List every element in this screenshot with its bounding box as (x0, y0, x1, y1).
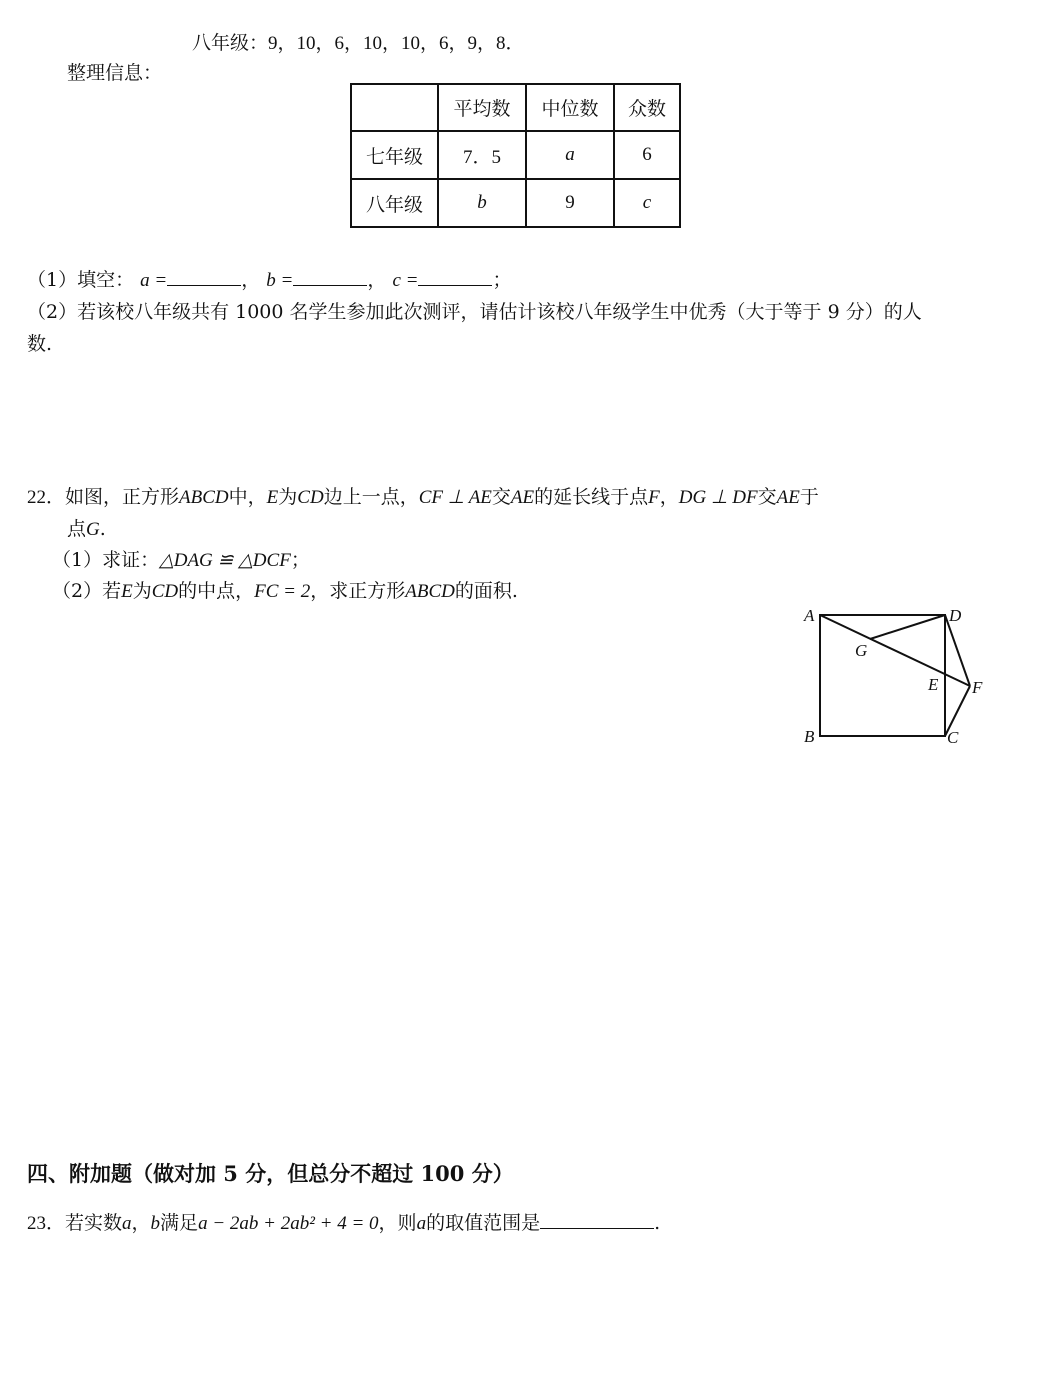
text: 中， (228, 486, 267, 508)
grade8-label: 八年级： (192, 32, 269, 54)
table-row (351, 131, 680, 179)
text: 若 (102, 580, 122, 602)
math: AE (510, 487, 535, 508)
text: ， (659, 486, 679, 508)
a-blank[interactable] (167, 267, 241, 286)
q21-part2-line2: 数. (27, 333, 53, 355)
line-af (820, 615, 970, 686)
table-row (351, 179, 680, 227)
separator: ， (367, 269, 387, 291)
text: 的取值范围是 (426, 1212, 541, 1234)
label-b: B (804, 727, 815, 746)
text: 的延长线于点 (534, 486, 649, 508)
part-number: （1） (52, 549, 103, 571)
math: E (121, 581, 133, 602)
text: 交 (757, 486, 777, 508)
text: . (99, 518, 106, 540)
math: a (122, 1213, 132, 1234)
q22-part1 (52, 545, 310, 572)
median-cell: 9 (526, 179, 614, 227)
stats-table (350, 83, 681, 228)
c-label: c = (392, 270, 419, 291)
organize-label: 整理信息： (67, 62, 163, 84)
text: ，求正方形 (310, 580, 406, 602)
end-mark: . (654, 1212, 661, 1234)
text: 边上一点， (323, 486, 419, 508)
mode-cell: 6 (614, 131, 680, 179)
text: 的面积. (454, 580, 518, 602)
a-label: a = (140, 270, 168, 291)
text: 为 (132, 580, 152, 602)
table-header-cell: 中位数 (526, 84, 614, 131)
end-mark: ； (492, 269, 512, 291)
part1-text: 填空： (77, 269, 135, 291)
math: FC = 2 (254, 581, 311, 602)
mean-cell: 7．5 (438, 131, 526, 179)
row-label: 七年级 (351, 131, 438, 179)
line-dg (870, 615, 945, 639)
table-header-cell (351, 84, 438, 131)
grade8-values: 9，10，6，10，10，6，9，8． (268, 33, 525, 54)
text: 交 (491, 486, 511, 508)
text: 点 (67, 518, 87, 540)
part-number: （2） (52, 580, 103, 602)
q21-part2-line1 (27, 297, 922, 324)
text: ，则 (378, 1212, 417, 1234)
text: 为 (278, 486, 298, 508)
c-blank[interactable] (418, 267, 492, 286)
part2-text: 若该校八年级共有 1000 名学生参加此次测评，请估计该校八年级学生中优秀（大于等于 9 分）的人 (77, 301, 922, 323)
table-header-cell: 众数 (614, 84, 680, 131)
label-d: D (949, 606, 962, 625)
math: b (150, 1213, 161, 1234)
label-a: A (804, 606, 815, 625)
text: 若实数 (65, 1212, 123, 1234)
q22-line2 (67, 514, 106, 541)
median-cell: a (526, 131, 614, 179)
text: 求证： (102, 549, 160, 571)
label-f: F (972, 678, 983, 697)
b-label: b = (266, 270, 294, 291)
text: 于 (799, 486, 819, 508)
label-g: G (855, 641, 868, 660)
mean-cell: b (438, 179, 526, 227)
square-abcd (820, 615, 945, 736)
text: 的中点， (178, 580, 255, 602)
table-header-cell: 平均数 (438, 84, 526, 131)
part-number: （2） (27, 301, 78, 323)
math: CD (297, 487, 324, 508)
question-number: 22． (27, 487, 66, 508)
math: CD (151, 581, 179, 602)
q21-part1 (27, 265, 511, 292)
table-header-row (351, 84, 680, 131)
text: 如图，正方形 (65, 486, 180, 508)
equation: a − 2ab + 2ab² + 4 = 0 (198, 1213, 379, 1234)
math: ABCD (179, 487, 229, 508)
math: DG ⊥ DF (678, 487, 758, 508)
mode-cell: c (614, 179, 680, 227)
math: AE (776, 487, 800, 508)
q23-line (27, 1208, 660, 1235)
text: ， (131, 1212, 151, 1234)
geometry-figure (795, 598, 1000, 753)
b-blank[interactable] (293, 267, 367, 286)
answer-blank[interactable] (540, 1210, 654, 1229)
label-e: E (928, 675, 939, 694)
q22-part2 (52, 576, 518, 603)
question-number: 23． (27, 1213, 66, 1234)
text: ； (290, 549, 310, 571)
section-heading: 四、附加题（做对加 5 分，但总分不超过 100 分） (27, 1161, 514, 1186)
separator: ， (241, 269, 261, 291)
math: CF ⊥ AE (418, 487, 492, 508)
math: G (86, 519, 100, 540)
math: a (416, 1213, 427, 1234)
label-c: C (947, 728, 959, 747)
math: △DAG ≌ △DCF (159, 550, 291, 571)
grade8-data-line (192, 28, 525, 55)
part-number: （1） (27, 269, 78, 291)
row-label: 八年级 (351, 179, 438, 227)
q22-line1 (27, 482, 819, 509)
math: F (648, 487, 660, 508)
math: E (266, 487, 279, 508)
math: ABCD (405, 581, 455, 602)
text: 满足 (160, 1212, 199, 1234)
